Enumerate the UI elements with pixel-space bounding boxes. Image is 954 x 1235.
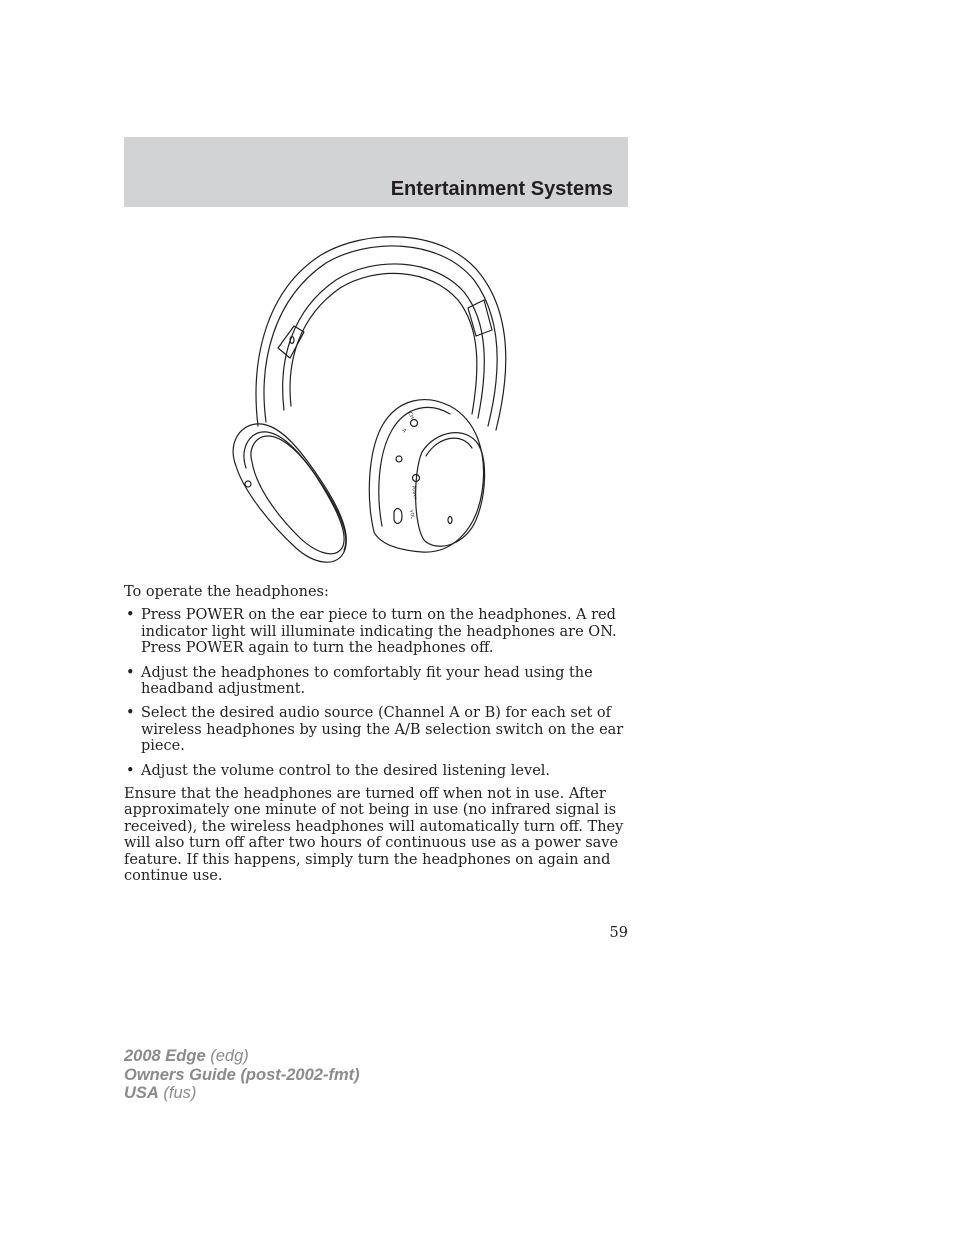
list-item-text: Press POWER on the ear piece to turn on the headphones. A red indicator light will illuminate indicating the headphones are ON. Press POWER again to turn the headphones off. — [141, 607, 617, 657]
headphones-illustration — [226, 230, 516, 570]
footer-line-market — [124, 1084, 360, 1103]
list-item — [124, 763, 628, 779]
list-item-text: Adjust the headphones to comfortably fit your head using the headband adjustment. — [141, 664, 593, 698]
footer-line-guide — [124, 1066, 360, 1085]
bullet-icon: • — [126, 607, 135, 624]
svg-text:CH: CH — [406, 411, 416, 421]
document-footer — [124, 1047, 360, 1103]
footer-model: 2008 Edge — [124, 1047, 206, 1065]
bullet-icon: • — [126, 762, 135, 779]
list-item — [124, 607, 628, 656]
footer-line-model — [124, 1047, 360, 1066]
bullet-icon: • — [126, 705, 135, 722]
instructions — [124, 584, 628, 885]
section-header-band — [124, 137, 628, 207]
instruction-list — [124, 607, 628, 779]
footer-market: USA — [124, 1084, 159, 1102]
closing-paragraph: Ensure that the headphones are turned off when not in use. After approximately one minute of not being in use (no infrared signal is received), the wireless headphones will automatically turn off. They will also turn off after two hours of continuous use as a power save feature. If this happens, simply turn the headphones on again and continue use. — [124, 786, 624, 885]
svg-text:Power: Power — [410, 485, 418, 500]
list-item — [124, 665, 628, 698]
intro-text: To operate the headphones: — [124, 584, 329, 600]
footer-guide: Owners Guide (post-2002-fmt) — [124, 1065, 360, 1084]
headphones-icon — [226, 230, 516, 570]
page-number: 59 — [609, 925, 628, 941]
section-title: Entertainment Systems — [390, 178, 613, 200]
list-item-text: Select the desired audio source (Channel A or B) for each set of wireless headphones by using the A/B selection switch on the ear piece. — [141, 705, 624, 755]
footer-market-code: (fus) — [158, 1084, 197, 1102]
bullet-icon: • — [126, 664, 135, 681]
svg-text:VOL: VOL — [408, 509, 415, 520]
svg-text:A: A — [400, 428, 408, 434]
footer-model-code: (edg) — [205, 1047, 249, 1065]
list-item-text: Adjust the volume control to the desired listening level. — [141, 762, 551, 779]
list-item — [124, 705, 628, 754]
